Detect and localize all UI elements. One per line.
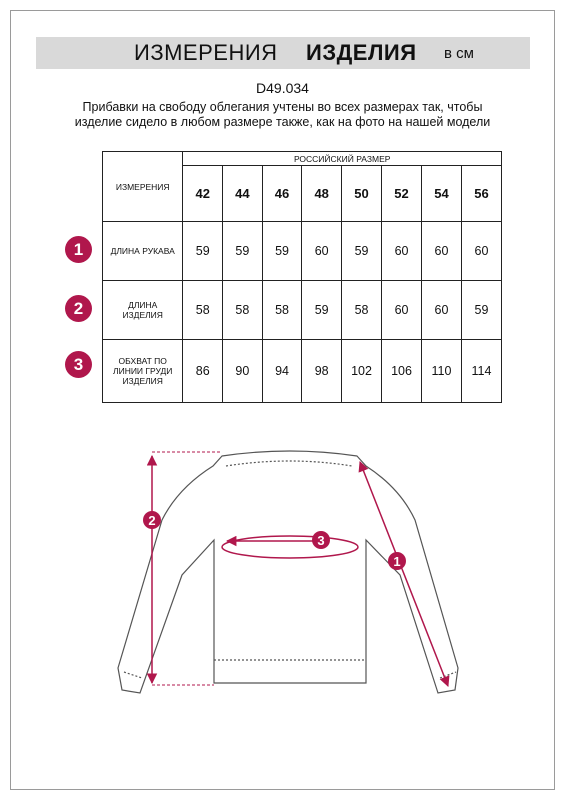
table-cell: 59 — [342, 222, 382, 281]
size-header: 52 — [382, 166, 422, 222]
table-cell: 58 — [223, 281, 263, 340]
row-number-badge: 2 — [65, 295, 92, 322]
row-number-badge: 1 — [65, 236, 92, 263]
table-cell: 59 — [262, 222, 302, 281]
row-number-badge: 3 — [65, 351, 92, 378]
diagram-marker-chest — [312, 531, 330, 549]
table-cell: 59 — [302, 281, 342, 340]
table-cell: 110 — [422, 340, 462, 403]
table-cell: 60 — [382, 222, 422, 281]
svg-text:1: 1 — [393, 554, 401, 569]
table-cell: 58 — [262, 281, 302, 340]
table-cell: 58 — [342, 281, 382, 340]
title-light: ИЗМЕРЕНИЯ — [134, 40, 278, 65]
title-bold: ИЗДЕЛИЯ — [306, 40, 417, 65]
product-code: D49.034 — [256, 80, 309, 96]
size-header: 46 — [262, 166, 302, 222]
chest-measure-ellipse — [222, 536, 358, 558]
diagram-marker-sleeve — [388, 552, 406, 570]
svg-text:2: 2 — [148, 513, 156, 528]
table-cell: 102 — [342, 340, 382, 403]
size-header: 50 — [342, 166, 382, 222]
table-cell: 60 — [382, 281, 422, 340]
fit-description: Прибавки на свободу облегания учтены во всех размерах так, чтобы изделие сидело в любом размере также, как на фото на нашей модели — [74, 100, 491, 129]
size-header: 48 — [302, 166, 342, 222]
table-cell: 59 — [461, 281, 501, 340]
svg-text:3: 3 — [317, 533, 325, 548]
table-cell: 114 — [461, 340, 501, 403]
size-header: 54 — [422, 166, 462, 222]
diagram-marker-length — [143, 511, 161, 529]
table-cell: 60 — [461, 222, 501, 281]
table-cell: 98 — [302, 340, 342, 403]
table-cell: 58 — [183, 281, 223, 340]
sleeve-measure-line — [360, 462, 448, 686]
size-header: 44 — [223, 166, 263, 222]
row-label: ОБХВАТ ПО ЛИНИИ ГРУДИ ИЗДЕЛИЯ — [103, 340, 183, 403]
table-cell: 90 — [223, 340, 263, 403]
unit-label: в см — [444, 45, 474, 62]
table-cell: 60 — [422, 281, 462, 340]
size-group-header: РОССИЙСКИЙ РАЗМЕР — [183, 152, 502, 166]
row-label: ДЛИНА РУКАВА — [103, 222, 183, 281]
sweater-outline — [118, 451, 458, 693]
table-cell: 94 — [262, 340, 302, 403]
row-label: ДЛИНА ИЗДЕЛИЯ — [103, 281, 183, 340]
size-header: 56 — [461, 166, 501, 222]
table-cell: 106 — [382, 340, 422, 403]
param-header: ИЗМЕРЕНИЯ — [103, 152, 183, 222]
table-cell: 60 — [422, 222, 462, 281]
table-cell: 86 — [183, 340, 223, 403]
table-cell: 59 — [183, 222, 223, 281]
table-cell: 59 — [223, 222, 263, 281]
size-header: 42 — [183, 166, 223, 222]
table-cell: 60 — [302, 222, 342, 281]
